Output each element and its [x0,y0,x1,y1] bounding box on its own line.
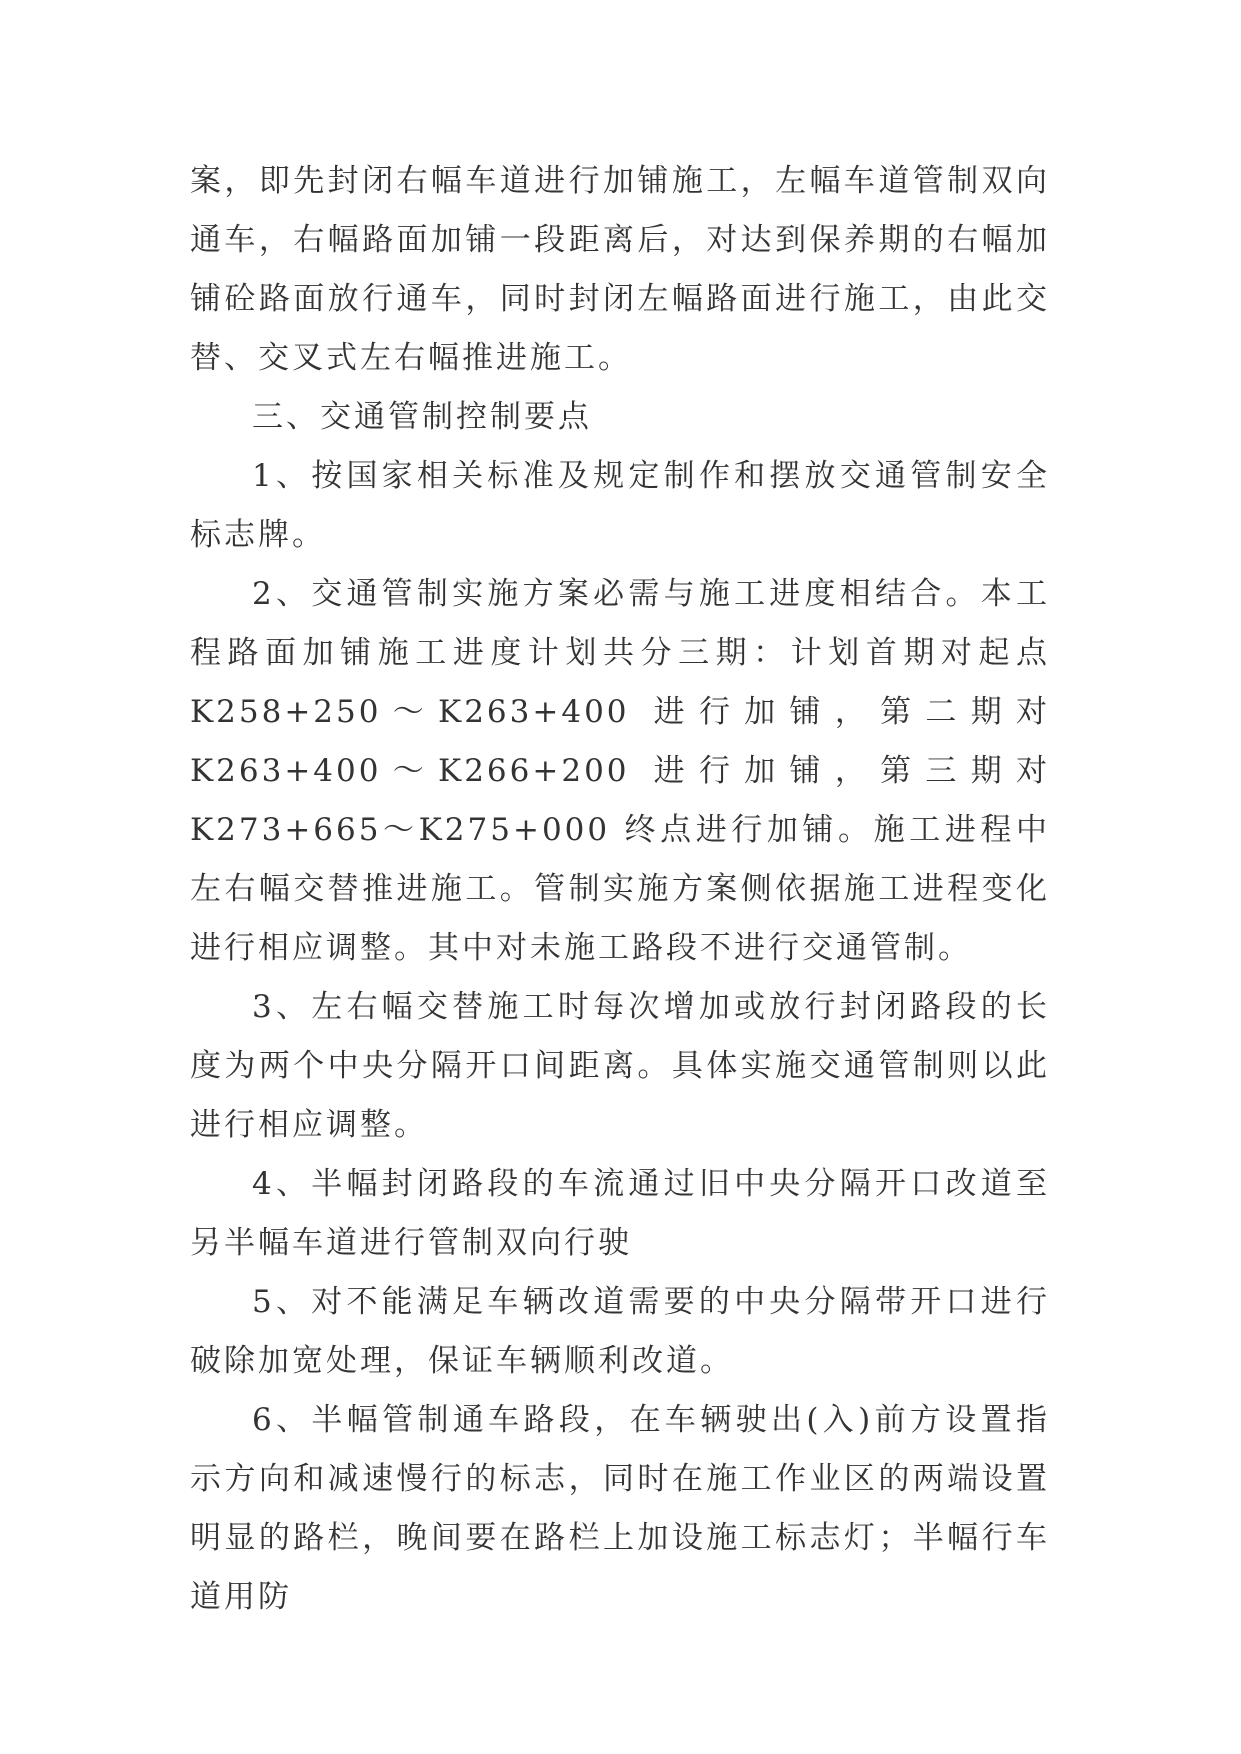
paragraph-item-4: 4、半幅封闭路段的车流通过旧中央分隔开口改道至另半幅车道进行管制双向行驶 [190,1166,1050,1261]
section-heading: 三、交通管制控制要点 [252,399,592,435]
paragraph-item-2: 2、交通管制实施方案必需与施工进度相结合。本工程路面加铺施工进度计划共分三期：计划首期对起点K258+250～K263+400 进行加铺，第二期对 K263+400～K266+200 进行加铺，第三期对 K273+665～K275+000 终点进行加铺。施工进程中左右幅交替推进施工。管制实施方案侧依据施工进程变化进行相应调整。其中对未施工路段不进行交通管制。 [190,576,1050,966]
body-text [190,152,1050,1627]
paragraph-continuation: 案，即先封闭右幅车道进行加铺施工，左幅车道管制双向通车，右幅路面加铺一段距离后，对达到保养期的右幅加铺砼路面放行通车，同时封闭左幅路面进行施工，由此交替、交叉式左右幅推进施工。 [190,163,1050,376]
paragraph-item-5: 5、对不能满足车辆改道需要的中央分隔带开口进行破除加宽处理，保证车辆顺利改道。 [190,1284,1050,1379]
paragraph-item-3: 3、左右幅交替施工时每次增加或放行封闭路段的长度为两个中央分隔开口间距离。具体实施交通管制则以此进行相应调整。 [190,989,1050,1143]
paragraph-item-1: 1、按国家相关标准及规定制作和摆放交通管制安全标志牌。 [190,458,1050,553]
paragraph-item-6: 6、半幅管制通车路段，在车辆驶出(入)前方设置指示方向和减速慢行的标志，同时在施工作业区的两端设置明显的路栏，晚间要在路栏上加设施工标志灯；半幅行车道用防 [190,1402,1050,1615]
